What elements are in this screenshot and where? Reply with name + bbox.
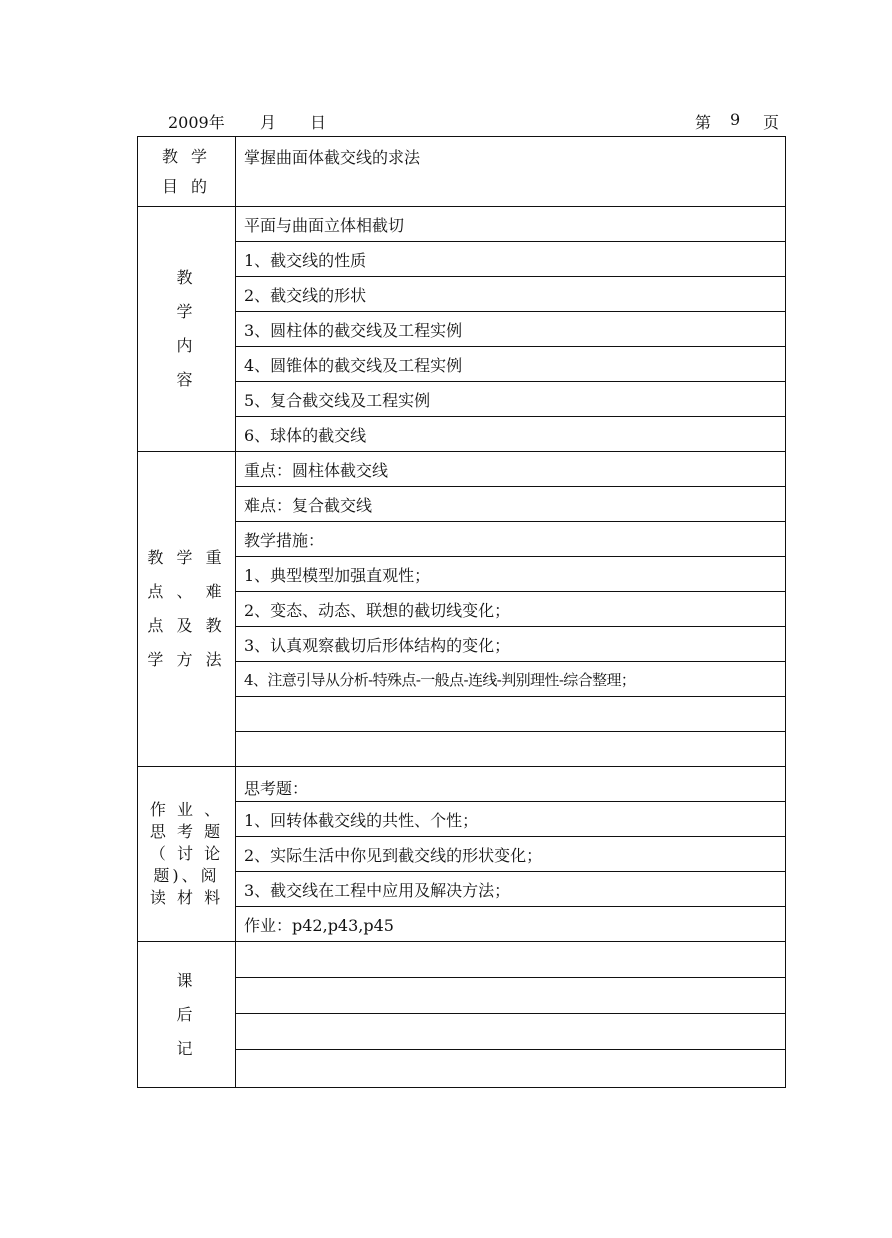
- methods-item: 重点：圆柱体截交线: [236, 452, 786, 487]
- methods-row: [138, 487, 786, 522]
- homework-label-line: 读 材 料: [149, 888, 224, 907]
- methods-label-line: 教 学 重: [147, 548, 226, 567]
- afterclass-row: [138, 1014, 786, 1050]
- methods-label: [138, 452, 236, 767]
- page-header: [140, 110, 786, 136]
- afterclass-item: [236, 978, 786, 1014]
- content-item: 4、圆锥体的截交线及工程实例: [236, 347, 786, 382]
- content-item: 5、复合截交线及工程实例: [236, 382, 786, 417]
- header-year: 2009年: [168, 113, 225, 132]
- objective-row: [138, 137, 786, 207]
- methods-label-line: 点 、 难: [147, 582, 226, 601]
- content-label-line: 内: [176, 336, 197, 355]
- header-page-number: 9: [730, 110, 741, 129]
- afterclass-label-line: 记: [176, 1038, 197, 1058]
- content-row: [138, 417, 786, 452]
- methods-item: [236, 697, 786, 732]
- homework-row: [138, 872, 786, 907]
- methods-item: 1、典型模型加强直观性；: [236, 557, 786, 592]
- homework-row: [138, 802, 786, 837]
- content-label-line: 容: [176, 370, 197, 389]
- homework-row: [138, 907, 786, 942]
- content-item: 2、截交线的形状: [236, 277, 786, 312]
- header-page-suffix: 页: [763, 113, 780, 132]
- content-row: [138, 277, 786, 312]
- content-row: [138, 207, 786, 242]
- methods-label-line: 学 方 法: [147, 650, 226, 669]
- methods-item: 2、变态、动态、联想的截切线变化；: [236, 592, 786, 627]
- content-label-line: 教: [176, 268, 197, 287]
- homework-item: 思考题：: [236, 767, 786, 802]
- content-label: [138, 207, 236, 452]
- content-row: [138, 382, 786, 417]
- homework-label-line: 题)、阅: [153, 866, 220, 885]
- content-label-line: 学: [176, 302, 197, 321]
- homework-label: [138, 767, 236, 942]
- methods-row: [138, 557, 786, 592]
- content-row: [138, 312, 786, 347]
- lesson-plan-table: [137, 136, 786, 1088]
- homework-label-line: 作 业 、: [149, 800, 224, 819]
- content-row: [138, 347, 786, 382]
- afterclass-item: [236, 942, 786, 978]
- content-item: 平面与曲面立体相截切: [236, 207, 786, 242]
- objective-label-line: 目 的: [161, 176, 212, 196]
- afterclass-label-line: 课: [176, 970, 197, 990]
- methods-item: [236, 732, 786, 767]
- homework-row: [138, 767, 786, 802]
- objective-label: [138, 137, 236, 207]
- methods-row: [138, 732, 786, 767]
- homework-item: 作业：p42,p43,p45: [236, 907, 786, 942]
- methods-item: 3、认真观察截切后形体结构的变化；: [236, 627, 786, 662]
- methods-item: 4、注意引导从分析-特殊点-一般点-连线-判别理性-综合整理；: [236, 662, 786, 697]
- homework-label-line: 思 考 题: [149, 822, 224, 841]
- header-page-prefix: 第: [695, 113, 712, 132]
- methods-row: [138, 522, 786, 557]
- content-item: 6、球体的截交线: [236, 417, 786, 452]
- homework-item: 2、实际生活中你见到截交线的形状变化；: [236, 837, 786, 872]
- methods-item: 教学措施：: [236, 522, 786, 557]
- homework-label-line: （ 讨 论: [149, 844, 224, 863]
- afterclass-label-line: 后: [176, 1004, 197, 1024]
- afterclass-item: [236, 1050, 786, 1088]
- methods-label-line: 点 及 教: [147, 616, 226, 635]
- homework-item: 1、回转体截交线的共性、个性；: [236, 802, 786, 837]
- afterclass-row: [138, 978, 786, 1014]
- homework-row: [138, 837, 786, 872]
- methods-row: [138, 452, 786, 487]
- homework-item: 3、截交线在工程中应用及解决方法；: [236, 872, 786, 907]
- afterclass-label: [138, 942, 236, 1088]
- objective-text: 掌握曲面体截交线的求法: [236, 137, 786, 207]
- content-row: [138, 242, 786, 277]
- content-item: 1、截交线的性质: [236, 242, 786, 277]
- methods-row: [138, 697, 786, 732]
- afterclass-row: [138, 942, 786, 978]
- methods-item: 难点：复合截交线: [236, 487, 786, 522]
- header-day: 日: [310, 113, 327, 132]
- content-item: 3、圆柱体的截交线及工程实例: [236, 312, 786, 347]
- methods-row: [138, 627, 786, 662]
- objective-label-line: 教 学: [161, 146, 212, 166]
- methods-row: [138, 662, 786, 697]
- afterclass-row: [138, 1050, 786, 1088]
- methods-row: [138, 592, 786, 627]
- header-month: 月: [260, 113, 277, 132]
- afterclass-item: [236, 1014, 786, 1050]
